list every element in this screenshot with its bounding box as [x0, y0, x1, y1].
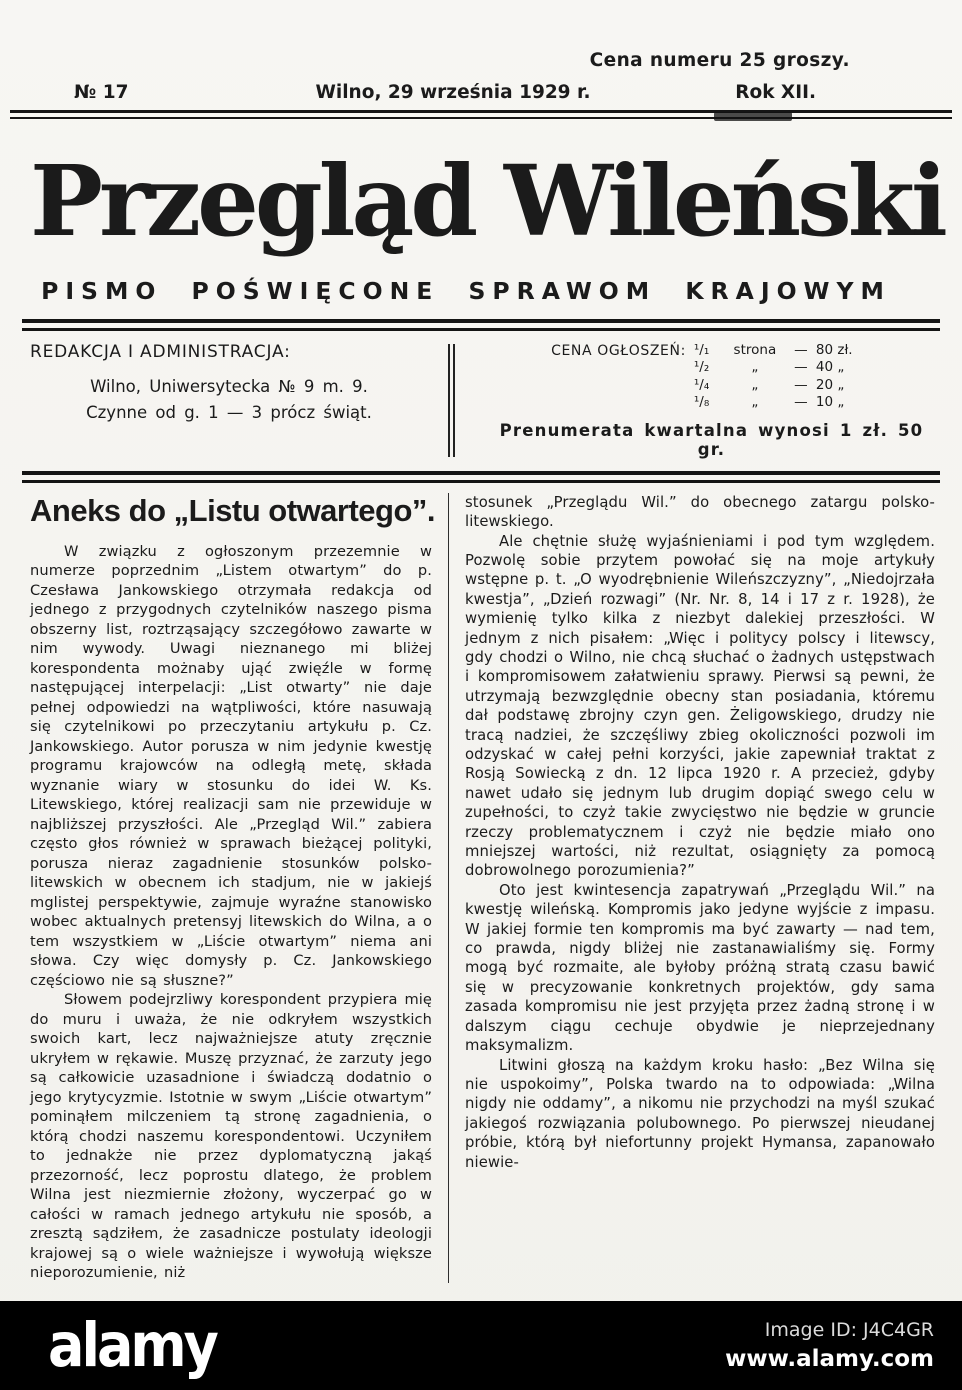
header-double-rule	[10, 110, 952, 119]
ad-dash: —	[794, 341, 808, 358]
imprint-bottom-rule	[22, 471, 940, 483]
article-title: Aneks do „Listu otwartego”.	[30, 492, 436, 528]
alamy-watermark-bar	[0, 1301, 962, 1390]
article-paragraph: Słowem podejrzliwy korespondent przypiera mię do muru i uważa, że nie odkryłem wszystkich swoich kart, lecz najważniejsze atuty zręcznie ukryłem w rękawie. Muszę przyznać, że zarzuty jego są całkowicie uzasadnione i świadczą dodatnio o jego krytycyzmie. Istotnie w swym „Liście otwartym” pominąłem milczeniem tą stronę zagadnienia, o którą chodzi naszemu korespondentowi. Uczyniłem to jednakże nie przez dyplomatyczną jakąś przezorność, lecz poprostu dlatego, że problem Wilna jest niezmiernie złożony, wyczerpać go w całości w ramach jednego artykułu nie sposób, a zresztą sądziłem, że zasadnicze postulaty ideologji krajowej są o wiele ważniejsze i wywołują większe nieporozumienie, niż	[30, 991, 432, 1282]
article-paragraph: Oto jest kwintesencja zapatrywań „Przeglądu Wil.” na kwestję wileńską. Kompromis jako jedyne wyjście z impasu. W jakiej formie ten kompromis ma być zawarty — nad tem, co prawda, nigdy bliżej nie zastanawialiśmy się. Formy mogą być rozmaite, ale byłoby próżną stratą czasu bawić się w precyzowanie konkretnych projektów, gdy sama zasada kompromisu nie jest przyjęta przez żadną stronę i w dalszym ciągu cechuje obydwie je nieprzejednany maksymalizm.	[465, 881, 935, 1055]
ad-price-table	[694, 342, 872, 412]
article-columns	[0, 483, 962, 1283]
ad-fraction: ¹/₂	[693, 359, 710, 376]
masthead-bottom-rule	[22, 319, 940, 331]
image-id-label: Image ID: J4C4GR	[764, 1319, 934, 1341]
watermark-info	[725, 1319, 934, 1372]
editorial-office-hours: Czynne od g. 1 — 3 prócz świąt.	[86, 402, 372, 422]
vertical-double-rule	[448, 344, 455, 457]
alamy-logo: alamy	[48, 1310, 216, 1381]
ad-price-row	[694, 394, 872, 412]
ad-price: 20 „	[815, 376, 845, 393]
ad-unit: strona	[733, 341, 777, 358]
newspaper-subtitle: PISMO POŚWIĘCONE SPRAWOM KRAJOWYM	[41, 276, 891, 305]
price-note: Cena numeru 25 groszy.	[589, 50, 850, 71]
ad-unit: „	[751, 359, 759, 376]
imprint-section	[0, 331, 962, 471]
editorial-office-label: REDAKCJA I ADMINISTRACJA:	[30, 341, 291, 362]
subscription-price: Prenumerata kwartalna wynosi 1 zł. 50 gr.	[499, 420, 924, 459]
ink-smudge-artifact	[714, 112, 792, 121]
left-column	[30, 493, 448, 1283]
ad-price-row	[694, 359, 872, 377]
article-paragraph: Litwini głoszą na każdym kroku hasło: „Bez Wilna się nie uspokoimy”, Polska twardo na to odpowiada: „Wilna nigdy nie oddamy”, a nikomu nie przychodzi na myśl szukać jakiegoś rozwiązania polubownego. Po pierwszej nieudanej próbie, którą był niefortunny projekt Hymansa, zapanowało niewie-	[465, 1056, 935, 1171]
ad-dash: —	[794, 359, 808, 376]
article-paragraph: W związku z ogłoszonym przezemnie w numerze poprzednim „Listem otwartym” do p. Czesława Jankowskiego otrzymała redakcja od jednego z przygodnych czytelników naszego pisma obszerny list, roztrząsający szczegółowo zawarte w nim wywody. Uwagi nieznanego mi bliżej korespondenta możnaby ująć zwięźle w formę następującej interpelacji: „List otwarty” nie daje pełnej odpowiedzi na wątpliwości, które nasuwają się czytelnikowi po przeczytaniu artykułu p. Cz. Jankowskiego. Autor porusza w nim jedynie kwestję programu krajowców na odległą metę, składa wyznanie wiary w stosunku do idei W. Ks. Litewskiego, której realizacji sam nie przewiduje w najbliższej przyszłości. Ale „Przegląd Wil.” zabiera często głos również w sprawach bieżącej polityki, porusza nieraz zagadnienie stosunków polsko-litewskich w obecnem ich stadjum, nie w jakiejś mglistej perspektywie, zajmuje wyraźne stanowisko wobec aktualnych pretensyj litewskich do Wilna, a o tem wszystkiem w „Liście otwartym” niema ani słowa. Czy więc domysły p. Cz. Jankowskiego częściowo nie są słuszne?”	[30, 542, 432, 989]
volume-label: Rok XII.	[735, 82, 816, 103]
article-paragraph: Ale chętnie służę wyjaśnieniami i pod tym względem. Pozwolę sobie przytem powołać się na moje artykuły wstępne p. t. „O wyodrębnienie Wileńszczyzny”, „Niedojrzała kwestja”, „Dzień rozwagi” (Nr. Nr. 8, 14 i 17 z r. 1928), że wymienię tylko kilka z niezbyt dalekiej przeszłości. W jednym z nich pisałem: „Więc i politycy polscy i litewscy, gdy chodzi o Wilno, nie chcą słuchać o żadnych ustępstwach i kompromisowem załatwieniu sprawy. Pierwsi są pewni, że utrzymają bezwzględnie obecny stan posiadania, któremu dał podstawę zbrojny czyn gen. Żeligowskiego, drudzy nie tracą nadziei, że szczęśliwy zbieg okoliczności pozwoli im odzyskać w całej pełni korzyści, jakie zapewniał traktat z Rosją Sowiecką z dn. 12 lipca 1920 r. A przecież, gdyby nawet udało się jednym lub drugim dopiąć swego celu w zupełności, to czyż takie zwycięstwo nie będzie w gruncie rzeczy problematycznem i czyż nie będzie miało ono mniejszej wartości, niż rezultat, osiągnięty za pomocą dobrowolnego porozumienia?”	[465, 532, 935, 880]
newspaper-title: Przegląd Wileński	[30, 144, 944, 258]
ad-fraction: ¹/₄	[693, 376, 710, 393]
advertising-price-block	[455, 342, 938, 459]
ad-fraction: ¹/₈	[693, 394, 710, 411]
ad-price: 10 „	[815, 394, 845, 411]
ad-price: 40 „	[815, 359, 845, 376]
editorial-office-address: Wilno, Uniwersytecka № 9 m. 9.	[90, 376, 368, 396]
ad-unit: „	[751, 394, 759, 411]
issue-header-row	[0, 82, 962, 103]
right-column	[448, 493, 935, 1283]
ad-unit: „	[751, 376, 759, 393]
dateline: Wilno, 29 września 1929 r.	[315, 82, 591, 103]
article-paragraph: stosunek „Przeglądu Wil.” do obecnego zatargu polsko-litewskiego.	[465, 493, 935, 531]
alamy-url: www.alamy.com	[725, 1346, 934, 1372]
issue-number: № 17	[74, 82, 129, 103]
ad-dash: —	[794, 394, 808, 411]
ad-price-row	[694, 342, 872, 360]
ad-price-label: CENA OGŁOSZEŃ:	[551, 342, 686, 359]
ad-price-row	[694, 377, 872, 395]
editorial-office-block	[30, 342, 428, 459]
ad-fraction: ¹/₁	[693, 341, 710, 358]
ad-price: 80 zł.	[815, 341, 853, 358]
ad-dash: —	[794, 376, 808, 393]
